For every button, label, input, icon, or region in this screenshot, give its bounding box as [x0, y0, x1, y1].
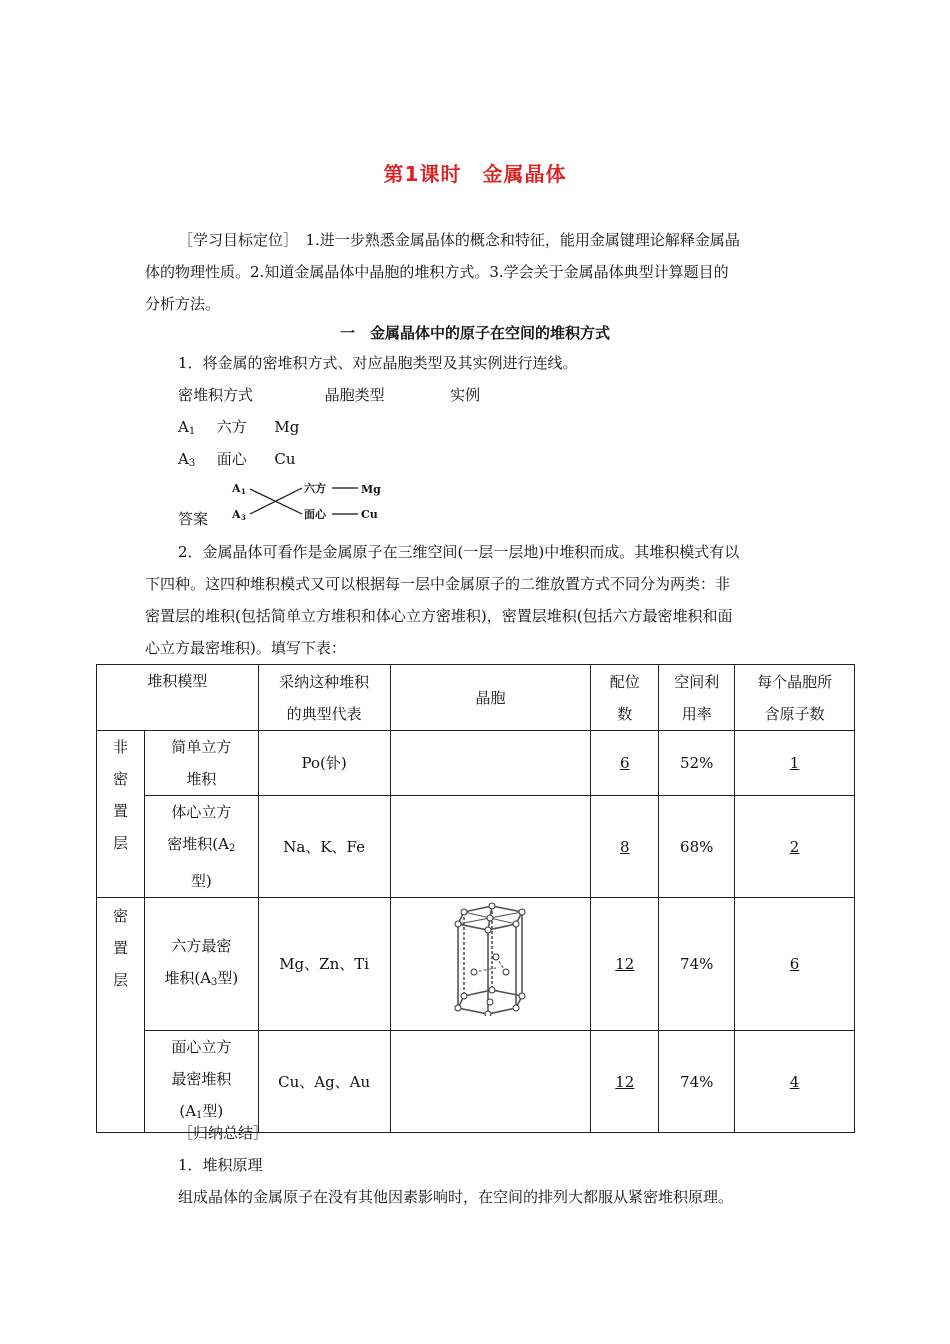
q1-row-a3 [178, 443, 296, 480]
row-space: 68% [659, 796, 735, 898]
header-model: 堆积模型 [97, 665, 259, 731]
q2-line-1: 2．金属晶体可看作是金属原子在三维空间(一层一层地)中堆积而成。其堆积模式有以 [178, 543, 740, 561]
diagram-hex-label: 六方 [304, 482, 326, 495]
table-row [97, 731, 855, 796]
row-space: 74% [659, 898, 735, 1031]
diagram-fcc-label: 面心 [304, 508, 326, 521]
diagram-a3-label: A [232, 508, 241, 521]
q1-a1-letter: A [178, 418, 189, 436]
diagram-a1-label: A [232, 482, 241, 495]
svg-text:3: 3 [241, 513, 246, 522]
header-representative: 采纳这种堆积 的典型代表 [258, 665, 390, 731]
row-atoms: 6 [735, 898, 855, 1031]
q1-a3-letter: A [178, 450, 189, 468]
page-title: 第1课时 金属晶体 [383, 162, 567, 186]
section-heading: 一 金属晶体中的原子在空间的堆积方式 [339, 324, 610, 342]
row-unit-cell [390, 898, 591, 1031]
row-coordination: 12 [591, 1031, 659, 1133]
hexagonal-unit-cell-illustration [434, 902, 546, 1016]
row-name: 六方最密 堆积($A_3$型) [144, 898, 258, 1031]
svg-text:1: 1 [241, 487, 246, 496]
row-coordination: 6 [591, 731, 659, 796]
q1-a1-type: 六方 [216, 418, 247, 436]
row-atoms: 1 [735, 731, 855, 796]
q1-prompt: 1．将金属的密堆积方式、对应晶胞类型及其实例进行连线。 [178, 354, 578, 372]
q1-header-example: 实例 [450, 386, 481, 404]
table-row [97, 898, 855, 1031]
q1-a3-example: Cu [274, 450, 296, 468]
row-representative: Cu、Ag、Au [258, 1031, 390, 1133]
q2-line-2: 下四种。这四种堆积模式又可以根据每一层中金属原子的二维放置方式不同分为两类：非 [145, 575, 731, 593]
objectives-line-1: ［学习目标定位］ 1.进一步熟悉金属晶体的概念和特征，能用金属键理论解释金属晶 [178, 231, 740, 249]
q1-headers [178, 379, 480, 411]
q1-a3-sub: 3 [188, 458, 196, 469]
q1-header-packing: 密堆积方式 [178, 386, 254, 404]
row-name: 面心立方 最密堆积 ($A_1$型) [144, 1031, 258, 1133]
row-space: 74% [659, 1031, 735, 1133]
row-coordination: 12 [591, 898, 659, 1031]
row-representative: Mg、Zn、Ti [258, 898, 390, 1031]
q2-line-4: 心立方最密堆积)。填写下表： [145, 639, 346, 657]
row-unit-cell [390, 796, 591, 898]
row-atoms: 2 [735, 796, 855, 898]
group-non-close-packed: 非 密 置 层 [97, 731, 145, 898]
matching-diagram [228, 476, 388, 524]
row-unit-cell [390, 731, 591, 796]
row-name: 体心立方 密堆积($A_2$ 型) [144, 796, 258, 898]
group-close-packed: 密 置 层 [97, 898, 145, 1133]
header-space-utilization: 空间利 用率 [659, 665, 735, 731]
answer-label: 答案 [178, 510, 209, 528]
row-representative: Na、K、Fe [258, 796, 390, 898]
row-representative: Po(钋) [258, 731, 390, 796]
objectives-line-3: 分析方法。 [145, 295, 221, 313]
table-header-row [97, 665, 855, 731]
q1-a1-sub: 1 [188, 426, 196, 437]
header-unit-cell: 晶胞 [390, 665, 591, 731]
header-coordination: 配位 数 [591, 665, 659, 731]
diagram-mg-label: Mg [361, 483, 381, 496]
q1-header-cell: 晶胞类型 [324, 386, 385, 404]
stacking-table [96, 664, 855, 1133]
row-atoms: 4 [735, 1031, 855, 1133]
q1-a1-example: Mg [274, 418, 300, 436]
row-unit-cell [390, 1031, 591, 1133]
row-space: 52% [659, 731, 735, 796]
row-coordination: 8 [591, 796, 659, 898]
header-atoms-per-cell: 每个晶胞所 含原子数 [735, 665, 855, 731]
q1-a3-type: 面心 [216, 450, 247, 468]
diagram-cu-label: Cu [361, 508, 378, 521]
row-name: 简单立方 堆积 [144, 731, 258, 796]
summary-label: ［归纳总结］ [178, 1124, 269, 1142]
table-row [97, 796, 855, 898]
summary-item-1: 1．堆积原理 [178, 1156, 263, 1174]
q2-line-3: 密置层的堆积(包括简单立方堆积和体心立方密堆积)，密置层堆积(包括六方最密堆积和面 [145, 607, 733, 625]
objectives-line-2: 体的物理性质。2.知道金属晶体中晶胞的堆积方式。3.学会关于金属晶体典型计算题目的 [145, 263, 729, 281]
summary-text-1: 组成晶体的金属原子在没有其他因素影响时，在空间的排列大都服从紧密堆积原理。 [178, 1188, 734, 1206]
